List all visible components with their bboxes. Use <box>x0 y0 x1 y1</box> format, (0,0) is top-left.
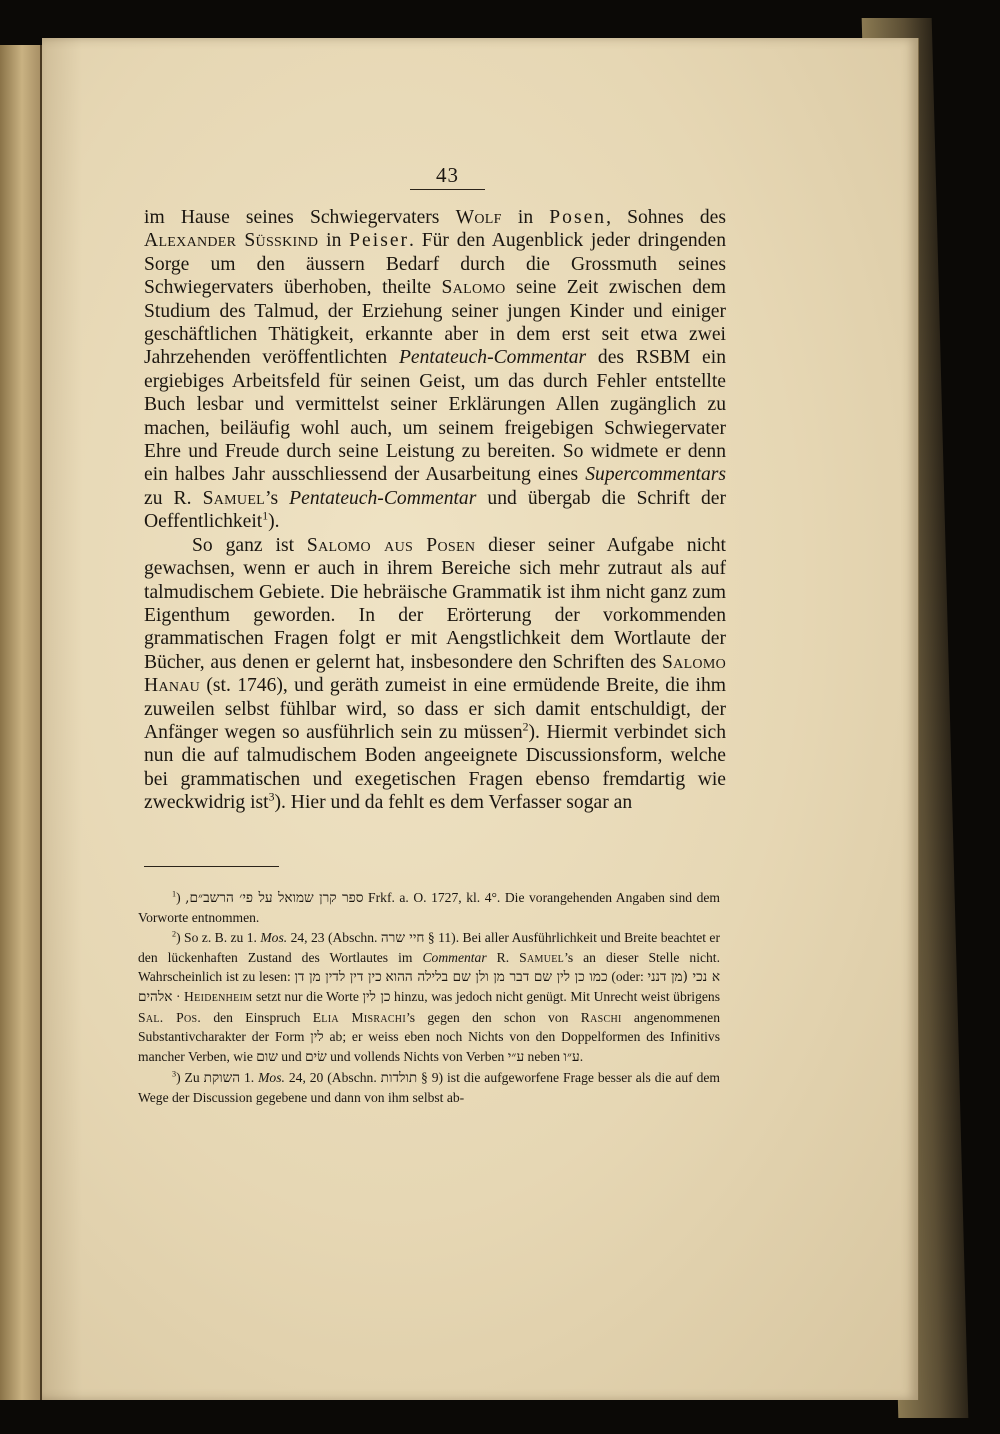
page-number-rule <box>410 189 485 190</box>
footnote-2: $^2$) So z. B. zu 1. Mos. 24, 23 (Abschn. חיי שרה § 11). Bei aller Ausführlichkeit und Breite beachtet er den lückenhaften Zustand des Wortlautes im Commentar R. Samuel’s an dieser Stelle nicht. Wahrscheinlich ist zu lesen: כין דין לדין מן דן כמו כן לין שם דבר מן ולן שם בלילה ההוא (oder: א נכי (מן דנני אלהים · Heidenheim setzt nur die Worte כן לין hinzu, was jedoch nicht genügt. Mit Unrecht weist übrigens Sal. Pos. den Einspruch Elia Misrachi’s gegen den schon von Raschi angenommenen Substantivcharakter der Form לין ab; er weiss eben noch Nichts von den Doppelformen des Infinitivs mancher Verben, wie שום und שׂים und vollends Nichts von Verben ע״י neben ע״ו. <box>138 929 720 1066</box>
paragraph-1: im Hause seines Schwiegervaters Wolf in Posen, Sohnes des Alexander Süsskind in Peiser. Für den Augenblick jeder dringenden Sorge um den äussern Bedarf durch die Grossmuth seines Schwiegervaters überhoben, theilte Salomo seine Zeit zwischen dem Studium des Talmud, der Erziehung seiner jungen Kinder und einiger geschäftlichen Thätigkeit, erkannte aber in dem erst seit etwa zwei Jahrzehenden veröffentlichten Pentateuch-Commentar des RSBM ein ergiebiges Arbeitsfeld für seinen Geist, um das durch Fehler entstellte Buch lesbar und vermittelst seiner Erklärungen Allen zugänglich zu machen, beiläufig wohl auch, um seinem freigebigen Schwiegervater Ehre und Freude durch seine Leistung zu bereiten. So widmete er denn ein halbes Jahr ausschliessend der Ausarbeitung eines Supercommentars zu R. Samuel’s Pentateuch-Commentar und übergab die Schrift der Oeffentlichkeit$^1$). <box>144 207 727 533</box>
footnote-rule <box>144 866 279 867</box>
footnote-1: $^1$) ספר קרן שמואל על פי׳ הרשב״ם, Frkf. a. O. 1727, kl. 4°. Die vorangehenden Angaben sind dem Vorworte entnommen. <box>138 889 720 926</box>
footnote-3: $^3$) Zu השוקת 1. Mos. 24, 20 (Abschn. תולדות § 9) ist die aufgeworfene Frage besser als die auf dem Wege der Discussion gegebene und dann von ihm selbst ab- <box>138 1069 720 1105</box>
page-number: 43 <box>436 163 459 187</box>
paragraph-2: So ganz ist Salomo aus Posen dieser seiner Aufgabe nicht gewachsen, wenn er auch in ihrem Bereiche sich mehr zutraut als auf talmudischem Gebiete. Die hebräische Grammatik ist ihm nicht ganz zum Eigenthum geworden. In der Erörterung der vorkommenden grammatischen Fragen folgt er mit Aengstlichkeit dem Wortlaute der Bücher, aus denen er gelernt hat, insbesondere den Schriften des Salomo Hanau (st. 1746), und geräth zumeist in eine ermüdende Breite, die ihm zuweilen selbst fühlbar wird, so dass er sich damit entschuldigt, der Anfänger wegen so ausführlich sein zu müssen$^2$). Hiermit verbindet sich nun die auf talmudischem Boden angeeignete Discussionsform, welche bei grammatischen und exegetischen Fragen ebenso fremdartig wie zweckwidrig ist$^3$). Hier und da fehlt es dem Verfasser sogar an <box>144 534 726 814</box>
left-page-edge <box>0 45 42 1400</box>
footnotes <box>138 888 720 1107</box>
main-text <box>144 206 726 815</box>
